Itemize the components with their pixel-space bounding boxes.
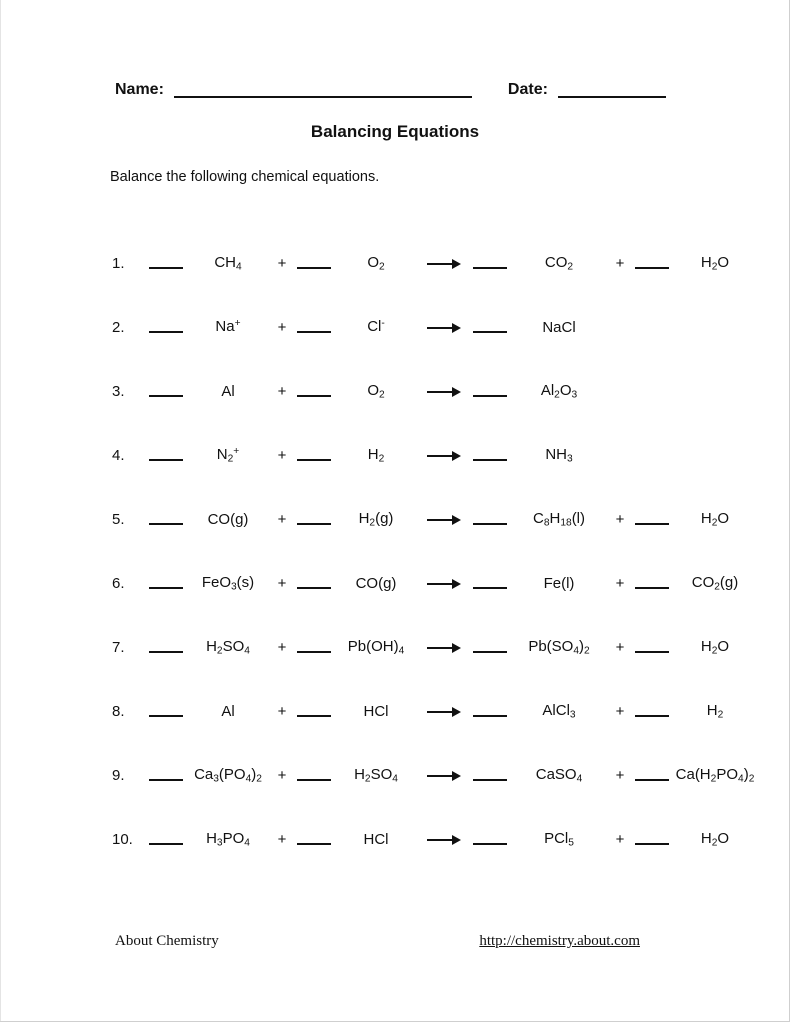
chemical-formula: $NH_3$ — [545, 445, 573, 465]
plus-sign: + — [277, 446, 287, 464]
chemical-formula: Cl- — [367, 318, 385, 336]
chemical-formula: Na+ — [215, 318, 241, 336]
answer-blank — [635, 830, 669, 845]
equation-number: 3. — [112, 382, 125, 400]
equation-row — [112, 755, 790, 795]
chemical-formula: $H_2(g)$ — [358, 509, 394, 529]
answer-blank — [297, 702, 331, 717]
answer-blank — [149, 382, 183, 397]
plus-sign: + — [615, 702, 625, 720]
plus-sign: + — [615, 254, 625, 272]
plus-sign: + — [615, 574, 625, 592]
plus-sign: + — [277, 574, 287, 592]
plus-sign: + — [277, 702, 287, 720]
plus-sign: + — [615, 830, 625, 848]
chemical-formula: $O_2$ — [367, 381, 385, 401]
chemical-formula: PCl$_5$ — [544, 829, 574, 849]
answer-blank — [149, 446, 183, 461]
answer-blank — [473, 638, 507, 653]
right-arrow-icon — [418, 319, 470, 336]
chemical-formula: $H_2$ — [367, 445, 385, 465]
chemical-formula: $H_2$ — [706, 701, 724, 721]
chemical-formula: $O_2$ — [367, 253, 385, 273]
answer-blank — [297, 446, 331, 461]
equation-row — [112, 435, 790, 475]
plus-sign: + — [277, 318, 287, 336]
chemical-formula: CO(g) — [207, 510, 249, 528]
answer-blank — [149, 574, 183, 589]
right-arrow-icon — [418, 383, 470, 400]
date-blank-line — [558, 82, 666, 98]
chemical-formula: $H_2SO_4$ — [354, 765, 398, 785]
footer-link[interactable]: http://chemistry.about.com — [479, 933, 640, 949]
chemical-formula: $H_2O$ — [700, 509, 730, 529]
equation-number: 9. — [112, 766, 125, 784]
answer-blank — [149, 254, 183, 269]
answer-blank — [149, 510, 183, 525]
chemical-formula: $Pb(OH)_4$ — [347, 637, 405, 657]
answer-blank — [297, 574, 331, 589]
answer-blank — [297, 510, 331, 525]
answer-blank — [297, 766, 331, 781]
chemical-formula: $C_8H_{18}(l)$ — [532, 509, 586, 529]
answer-blank — [635, 638, 669, 653]
chemical-formula: NaCl — [542, 318, 576, 336]
answer-blank — [473, 574, 507, 589]
plus-sign: + — [277, 830, 287, 848]
equation-number: 5. — [112, 510, 125, 528]
plus-sign: + — [615, 766, 625, 784]
name-label: Name: — [115, 81, 164, 98]
equation-number: 10. — [112, 830, 133, 848]
footer — [115, 933, 640, 950]
answer-blank — [635, 574, 669, 589]
footer-brand-text: About Chemistry — [115, 933, 219, 949]
chemical-formula: $Ca(H_2PO_4)_2$ — [675, 765, 755, 785]
answer-blank — [149, 638, 183, 653]
chemical-formula: HCl — [363, 702, 389, 720]
answer-blank — [149, 830, 183, 845]
equation-row — [112, 819, 790, 859]
answer-blank — [473, 702, 507, 717]
right-arrow-icon — [418, 703, 470, 720]
chemical-formula: $H_3PO_4$ — [206, 829, 250, 849]
right-arrow-icon — [418, 639, 470, 656]
answer-blank — [635, 254, 669, 269]
chemical-formula: $H_2O$ — [700, 829, 730, 849]
chemical-formula: $N_2^+$ — [216, 445, 240, 465]
equation-number: 6. — [112, 574, 125, 592]
answer-blank — [149, 318, 183, 333]
answer-blank — [635, 766, 669, 781]
chemical-formula: $H_2O$ — [700, 637, 730, 657]
plus-sign: + — [277, 638, 287, 656]
chemical-formula: $Al_2O_3$ — [540, 381, 578, 401]
equation-number: 1. — [112, 254, 125, 272]
chemical-formula: FeO$_3$(s) — [201, 573, 255, 593]
equation-row — [112, 499, 790, 539]
right-arrow-icon — [418, 447, 470, 464]
answer-blank — [473, 254, 507, 269]
equation-number: 4. — [112, 446, 125, 464]
answer-blank — [473, 446, 507, 461]
answer-blank — [473, 766, 507, 781]
plus-sign: + — [277, 510, 287, 528]
equation-number: 2. — [112, 318, 125, 336]
chemical-formula: $H_2O$ — [700, 253, 730, 273]
answer-blank — [297, 318, 331, 333]
chemical-formula: Al — [221, 702, 235, 720]
plus-sign: + — [615, 638, 625, 656]
chemical-formula: Fe(l) — [543, 574, 575, 592]
plus-sign: + — [277, 254, 287, 272]
equation-row — [112, 627, 790, 667]
chemical-formula: $CH_4$ — [214, 253, 242, 273]
equation-number: 8. — [112, 702, 125, 720]
instruction-text: Balance the following chemical equations. — [110, 169, 380, 185]
equation-row — [112, 371, 790, 411]
chemical-formula: CaSO$_4$ — [535, 765, 583, 785]
chemical-formula: CO(g) — [355, 574, 397, 592]
chemical-formula: $H_2SO_4$ — [206, 637, 250, 657]
answer-blank — [473, 510, 507, 525]
chemical-formula: $CO_2$ — [544, 253, 574, 273]
equation-row — [112, 563, 790, 603]
answer-blank — [473, 382, 507, 397]
answer-blank — [297, 382, 331, 397]
plus-sign: + — [277, 766, 287, 784]
equations-list — [112, 243, 790, 859]
answer-blank — [635, 510, 669, 525]
answer-blank — [297, 638, 331, 653]
right-arrow-icon — [418, 831, 470, 848]
answer-blank — [635, 702, 669, 717]
name-blank-line — [174, 82, 472, 98]
plus-sign: + — [615, 510, 625, 528]
answer-blank — [473, 318, 507, 333]
equation-row — [112, 243, 790, 283]
chemical-formula: $Ca_3(PO_4)_2$ — [194, 765, 262, 785]
right-arrow-icon — [418, 767, 470, 784]
answer-blank — [473, 830, 507, 845]
plus-sign: + — [277, 382, 287, 400]
name-date-row — [115, 82, 672, 98]
page-title: Balancing Equations — [310, 122, 480, 141]
answer-blank — [149, 702, 183, 717]
right-arrow-icon — [418, 575, 470, 592]
chemical-formula: $CO_2(g)$ — [691, 573, 739, 593]
chemical-formula: $Pb(SO_4)_2$ — [528, 637, 590, 657]
right-arrow-icon — [418, 511, 470, 528]
chemical-formula: HCl — [363, 830, 389, 848]
answer-blank — [149, 766, 183, 781]
answer-blank — [297, 830, 331, 845]
right-arrow-icon — [418, 255, 470, 272]
equation-row — [112, 691, 790, 731]
answer-blank — [297, 254, 331, 269]
equation-row — [112, 307, 790, 347]
chemical-formula: AlCl$_3$ — [542, 701, 576, 721]
equation-number: 7. — [112, 638, 125, 656]
date-label: Date: — [507, 81, 548, 98]
chemical-formula: Al — [221, 382, 235, 400]
